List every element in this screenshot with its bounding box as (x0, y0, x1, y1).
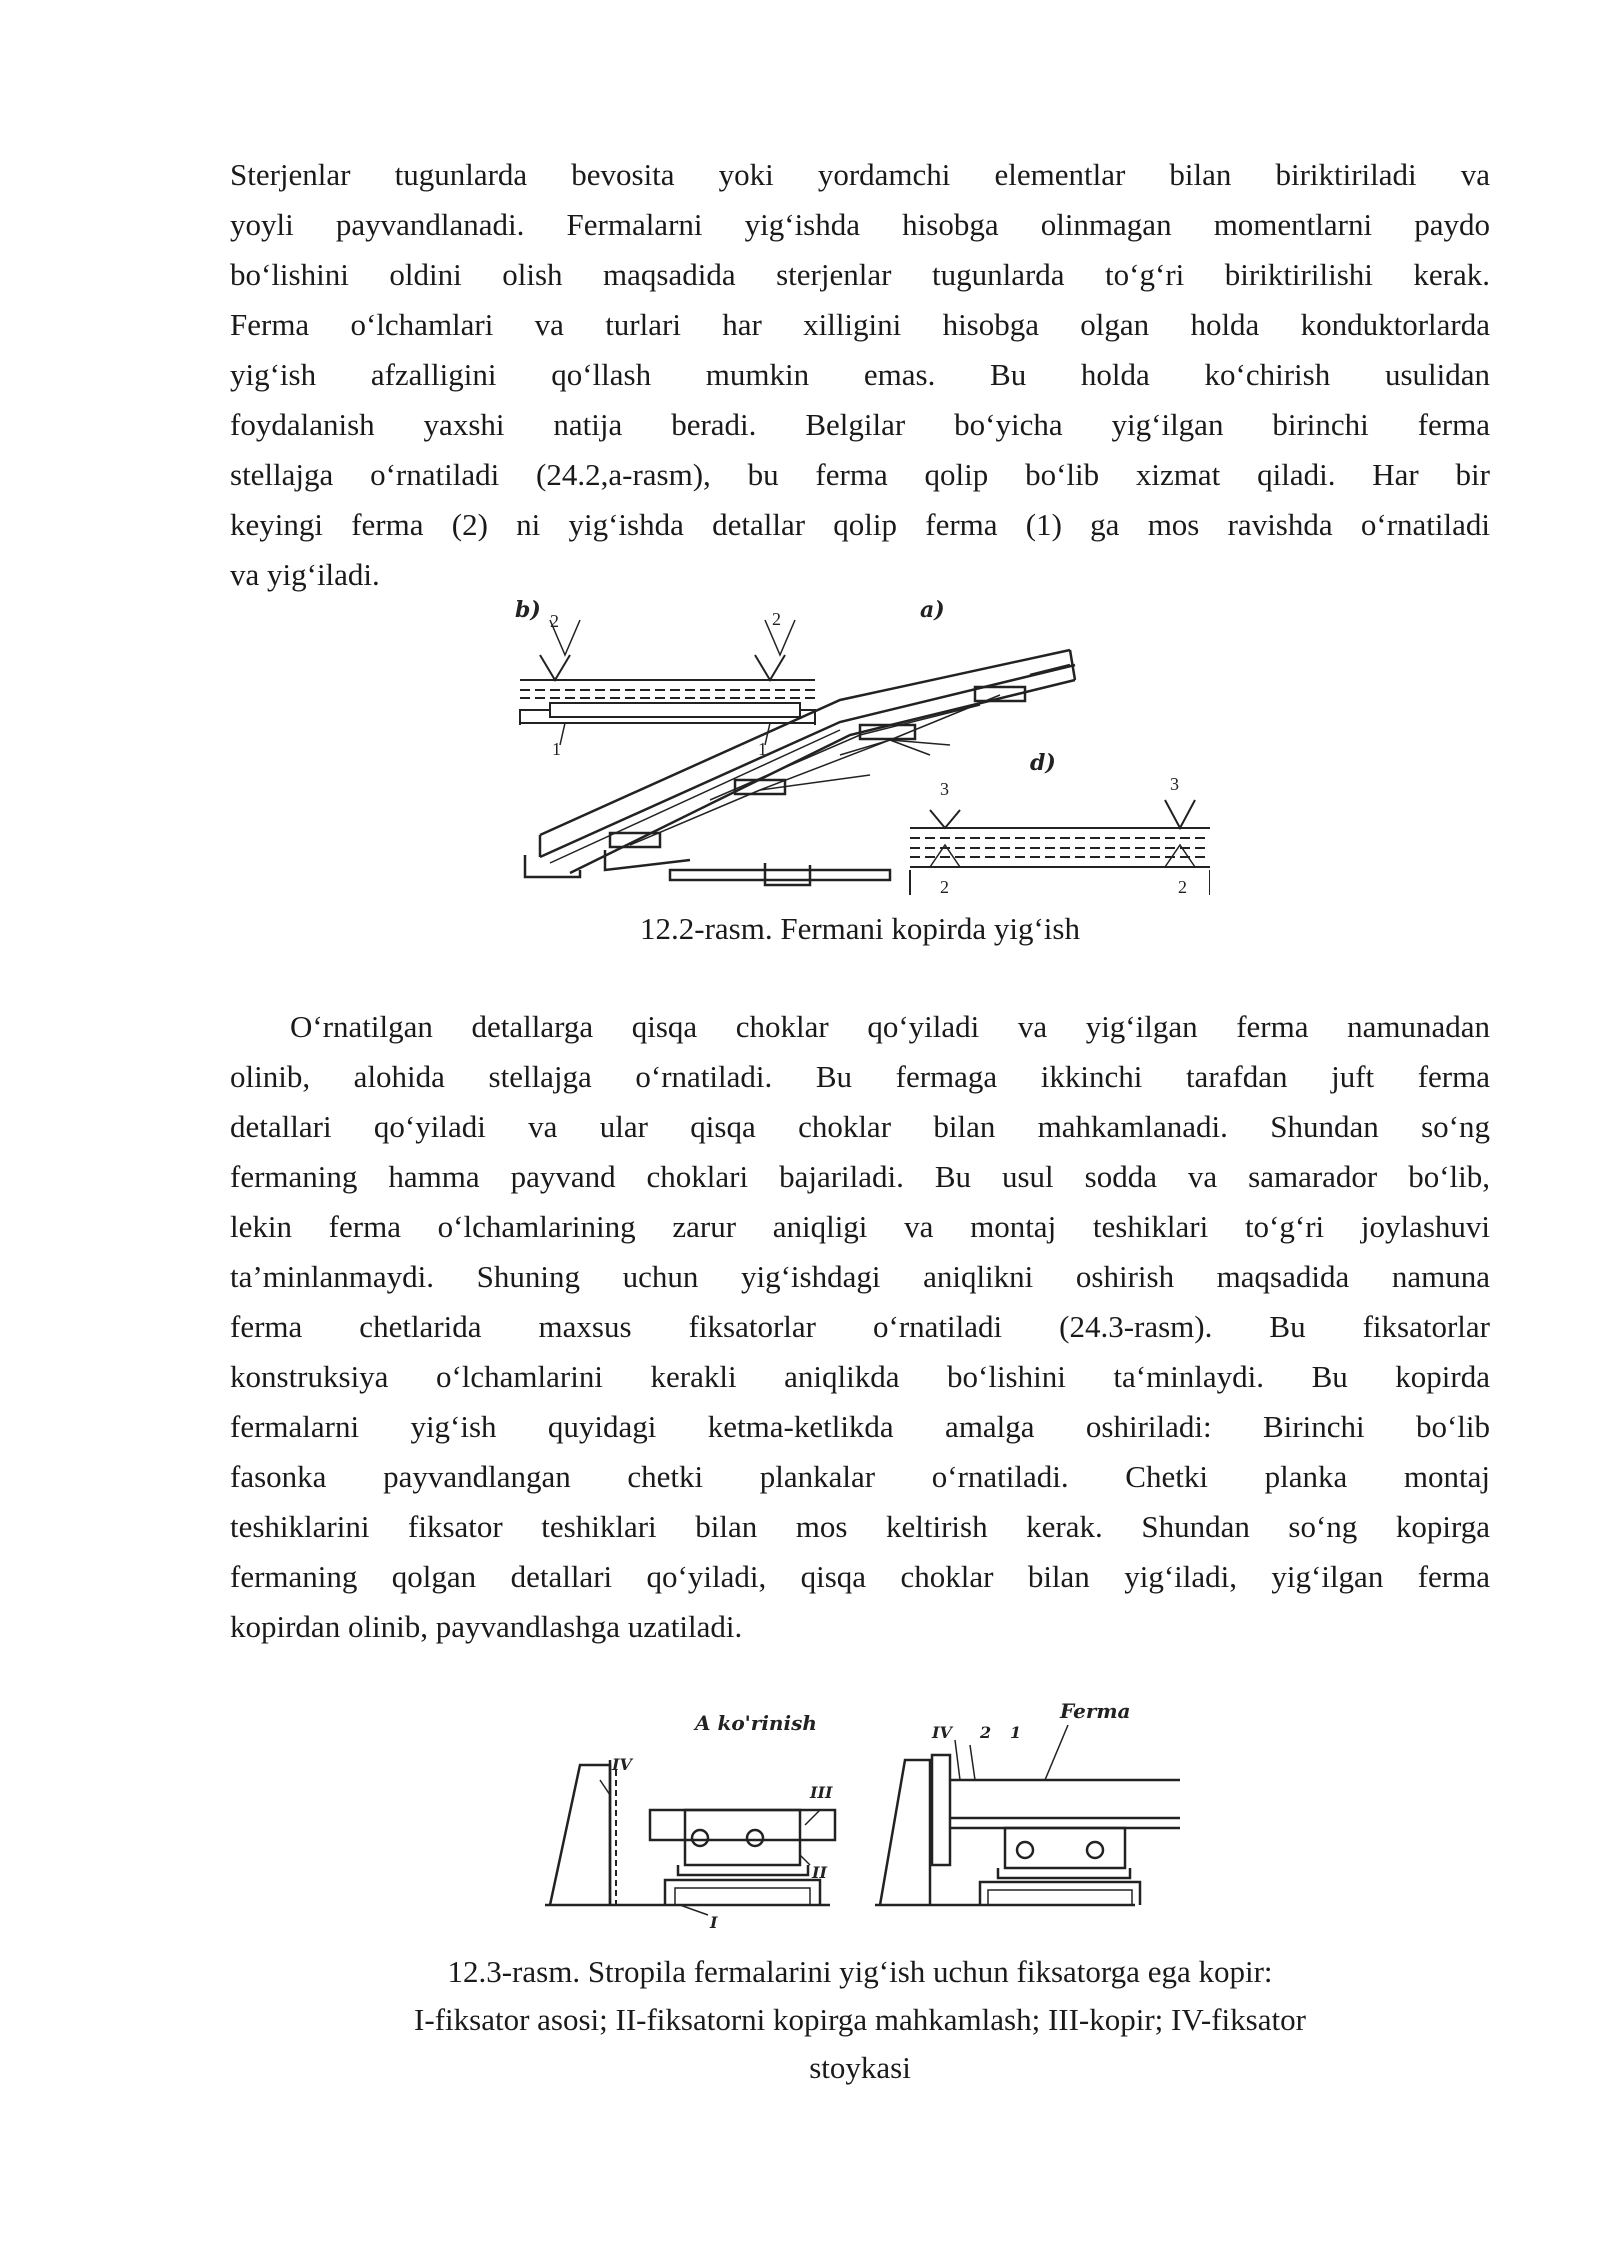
text-line: foydalanish yaxshi natija beradi. Belgilar bo‘yicha yig‘ilgan birinchi ferma (230, 407, 1490, 442)
label-iv-left: IV (612, 1755, 632, 1774)
text-line: olinib, alohida stellajga o‘rnatiladi. Bu fermaga ikkinchi tarafdan juft ferma (230, 1059, 1490, 1094)
text-line: Sterjenlar tugunlarda bevosita yoki yordamchi elementlar bilan biriktiriladi va (230, 157, 1490, 192)
label-one: 1 (1010, 1723, 1022, 1742)
text-line: Ferma o‘lchamlari va turlari har xilligini hisobga olgan holda konduktorlarda (230, 307, 1490, 342)
text-line: fermalarni yig‘ish quyidagi ketma-ketlikda amalga oshiriladi: Birinchi bo‘lib (230, 1409, 1490, 1444)
text-line: O‘rnatilgan detallarga qisqa choklar qo‘yiladi va yig‘ilgan ferma namunadan (290, 1009, 1490, 1044)
view-left (545, 1760, 835, 1905)
text-line: ta’minlanmaydi. Shuning uchun yig‘ishdagi aniqlikni oshirish maqsadida namuna (230, 1259, 1490, 1294)
text-line: fasonka payvandlangan chetki plankalar o‘rnatiladi. Chetki planka montaj (230, 1459, 1490, 1494)
caption-line: stoykasi (809, 2050, 911, 2085)
detail-a (525, 650, 1075, 885)
text-line: stellajga o‘rnatiladi (24.2,a-rasm), bu ferma qolip bo‘lib xizmat qiladi. Har bir (230, 457, 1490, 492)
paragraph-2 (230, 1002, 1490, 1652)
fixator-drawing (540, 1700, 1180, 1930)
label-two: 2 (980, 1723, 992, 1742)
figure-truss-copying (510, 595, 1210, 900)
text-line: keyingi ferma (2) ni yig‘ishda detallar qolip ferma (1) ga mos ravishda o‘rnatiladi (230, 507, 1490, 542)
text-line: teshiklarini fiksator teshiklari bilan mos keltirish kerak. Shundan so‘ng kopirga (230, 1509, 1490, 1544)
label-number: 1 (552, 739, 561, 759)
label-number: 3 (940, 779, 949, 799)
label-view-a: A ko'rinish (695, 1711, 817, 1735)
text-line: ferma chetlarida maxsus fiksatorlar o‘rnatiladi (24.3-rasm). Bu fiksatorlar (230, 1309, 1490, 1344)
label-ii: II (812, 1863, 827, 1882)
label-number: 1 (758, 739, 767, 759)
text-line: konstruksiya o‘lchamlarini kerakli aniqlikda bo‘lishini ta‘minlaydi. Bu kopirda (230, 1359, 1490, 1394)
text-line: lekin ferma o‘lchamlarining zarur aniqligi va montaj teshiklari to‘g‘ri joylashuvi (230, 1209, 1490, 1244)
text-line: fermaning hamma payvand choklari bajariladi. Bu usul sodda va samarador bo‘lib, (230, 1159, 1490, 1194)
text-line: yoyli payvandlanadi. Fermalarni yig‘ishda hisobga olinmagan momentlarni paydo (230, 207, 1490, 242)
figure-1-caption: 12.2-rasm. Fermani kopirda yig‘ish (640, 911, 1080, 946)
label-number: 2 (1178, 877, 1187, 897)
caption-line: 12.3-rasm. Stropila fermalarini yig‘ish uchun fiksatorga ega kopir: (447, 1954, 1273, 1989)
label-d: d) (1030, 750, 1056, 776)
text-line: fermaning qolgan detallari qo‘yiladi, qisqa choklar bilan yig‘iladi, yig‘ilgan ferma (230, 1559, 1490, 1594)
truss-assembly-drawing (510, 595, 1210, 900)
label-a: a) (920, 597, 945, 623)
label-ferma: Ferma (1060, 1700, 1131, 1723)
detail-b (520, 620, 815, 745)
label-number: 2 (550, 611, 559, 631)
label-i: I (710, 1913, 718, 1930)
view-right (875, 1725, 1180, 1905)
detail-d (910, 800, 1210, 895)
label-number: 2 (772, 609, 781, 629)
label-b: b) (515, 597, 541, 623)
figure-2-caption (300, 1948, 1420, 2092)
text-line: kopirdan olinib, payvandlashga uzatiladi. (230, 1609, 743, 1644)
label-number: 2 (940, 877, 949, 897)
text-line: va yig‘iladi. (230, 557, 380, 592)
text-line: bo‘lishini oldini olish maqsadida sterjenlar tugunlarda to‘g‘ri biriktirilishi kerak. (230, 257, 1490, 292)
figure-fixator-copier (540, 1700, 1180, 1930)
label-iii: III (810, 1783, 833, 1802)
text-line: yig‘ish afzalligini qo‘llash mumkin emas. Bu holda ko‘chirish usulidan (230, 357, 1490, 392)
caption-line: I-fiksator asosi; II-fiksatorni kopirga mahkamlash; III-kopir; IV-fiksator (414, 2002, 1306, 2037)
label-number: 3 (1170, 774, 1179, 794)
text-line: detallari qo‘yiladi va ular qisqa choklar bilan mahkamlanadi. Shundan so‘ng (230, 1109, 1490, 1144)
label-iv-right: IV (932, 1723, 952, 1742)
paragraph-1 (230, 150, 1490, 600)
